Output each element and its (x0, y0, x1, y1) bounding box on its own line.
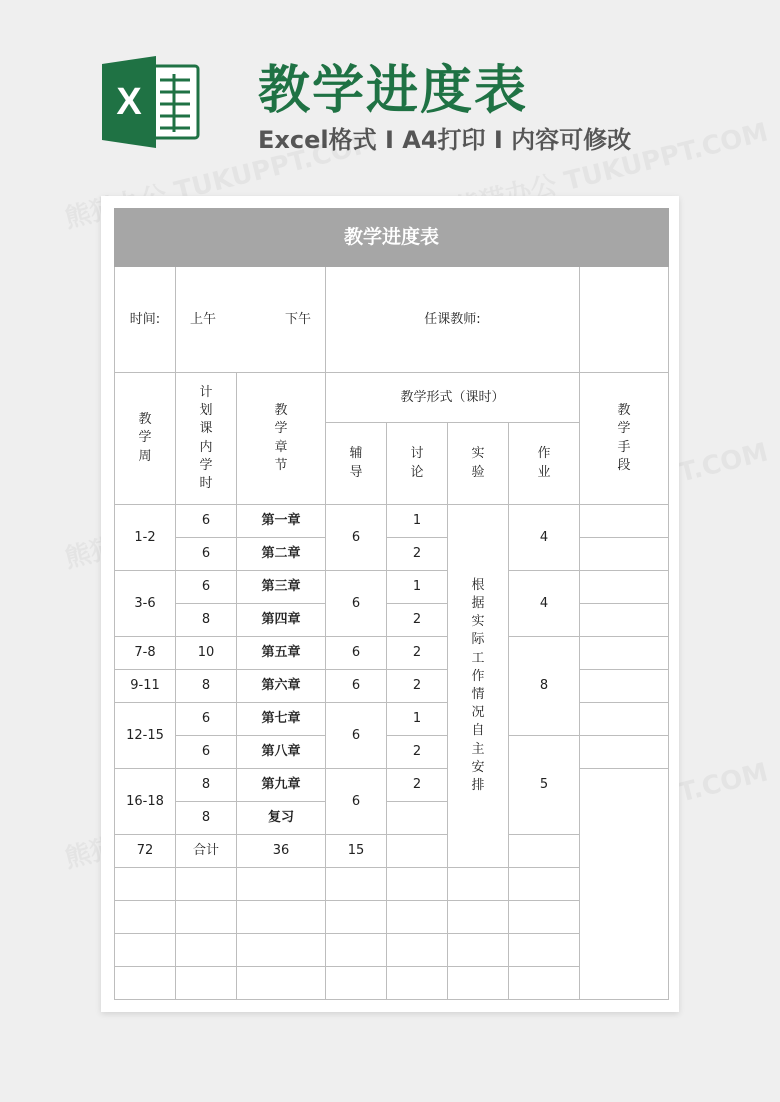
discussion-cell[interactable]: 1 (387, 703, 448, 736)
method-cell[interactable] (580, 538, 669, 571)
empty-cell[interactable] (115, 934, 176, 967)
header-experiment: 实验 (448, 423, 509, 505)
empty-cell[interactable] (176, 967, 237, 1000)
chapter-cell[interactable]: 第一章 (237, 505, 326, 538)
method-cell[interactable] (580, 703, 669, 736)
hours-cell[interactable]: 6 (176, 571, 237, 604)
method-cell[interactable] (580, 637, 669, 670)
svg-text:X: X (116, 81, 142, 123)
week-cell[interactable]: 9-11 (115, 670, 176, 703)
header-homework: 作业 (509, 423, 580, 505)
empty-cell[interactable] (176, 901, 237, 934)
header-form-group: 教学形式（课时） (326, 373, 580, 423)
discussion-cell[interactable]: 2 (387, 538, 448, 571)
header-chapter: 教学章节 (237, 373, 326, 505)
empty-cell[interactable] (509, 934, 580, 967)
hours-cell[interactable]: 8 (176, 769, 237, 802)
method-cell[interactable] (580, 571, 669, 604)
discussion-cell[interactable]: 2 (387, 736, 448, 769)
week-cell[interactable]: 1-2 (115, 505, 176, 571)
time-label: 时间: (115, 267, 176, 373)
method-cell[interactable] (580, 736, 669, 769)
empty-cell[interactable] (237, 901, 326, 934)
header-tutoring: 辅导 (326, 423, 387, 505)
empty-cell[interactable] (326, 934, 387, 967)
empty-cell[interactable] (176, 934, 237, 967)
hours-cell[interactable]: 6 (176, 736, 237, 769)
week-cell[interactable]: 16-18 (115, 769, 176, 835)
week-cell[interactable]: 7-8 (115, 637, 176, 670)
empty-cell[interactable] (237, 868, 326, 901)
chapter-cell[interactable]: 第五章 (237, 637, 326, 670)
chapter-cell[interactable]: 第六章 (237, 670, 326, 703)
header-discussion: 讨论 (387, 423, 448, 505)
tutoring-cell[interactable]: 6 (326, 769, 387, 835)
total-chapter-cell[interactable]: 36 (237, 835, 326, 868)
discussion-cell[interactable]: 1 (387, 571, 448, 604)
method-cell[interactable] (580, 604, 669, 637)
empty-cell[interactable] (326, 967, 387, 1000)
empty-cell[interactable] (115, 967, 176, 1000)
chapter-cell[interactable]: 第七章 (237, 703, 326, 736)
hours-cell[interactable]: 8 (176, 604, 237, 637)
empty-cell[interactable] (448, 967, 509, 1000)
homework-cell[interactable]: 4 (509, 571, 580, 637)
discussion-cell[interactable]: 2 (387, 604, 448, 637)
total-tutoring-cell[interactable]: 15 (326, 835, 387, 868)
teacher-label[interactable]: 任课教师: (326, 267, 580, 373)
homework-cell[interactable]: 4 (509, 505, 580, 571)
empty-cell[interactable] (237, 967, 326, 1000)
empty-cell[interactable] (448, 934, 509, 967)
chapter-cell[interactable]: 第九章 (237, 769, 326, 802)
empty-cell[interactable] (509, 967, 580, 1000)
empty-cell[interactable] (237, 934, 326, 967)
hours-cell[interactable]: 8 (176, 670, 237, 703)
page-title: 教学进度表 (258, 61, 529, 121)
method-cell[interactable] (580, 505, 669, 538)
discussion-cell[interactable] (387, 802, 448, 835)
time-cell[interactable] (176, 267, 326, 373)
chapter-cell[interactable]: 第二章 (237, 538, 326, 571)
empty-cell[interactable] (326, 901, 387, 934)
empty-cell[interactable] (115, 901, 176, 934)
empty-cell[interactable] (509, 868, 580, 901)
hours-cell[interactable]: 8 (176, 802, 237, 835)
page-subtitle: Excel格式 I A4打印 I 内容可修改 (258, 126, 632, 154)
discussion-cell[interactable]: 1 (387, 505, 448, 538)
morning-label: 上午 (190, 311, 217, 327)
teacher-extra-cell[interactable] (580, 267, 669, 373)
discussion-cell[interactable]: 2 (387, 769, 448, 802)
empty-cell[interactable] (387, 934, 448, 967)
week-cell[interactable]: 12-15 (115, 703, 176, 769)
header-planned-hours: 计划课内学时 (176, 373, 237, 505)
chapter-cell[interactable]: 第四章 (237, 604, 326, 637)
hours-cell[interactable]: 6 (176, 703, 237, 736)
tutoring-cell[interactable]: 6 (326, 637, 387, 670)
afternoon-label: 下午 (284, 311, 311, 327)
tutoring-cell[interactable]: 6 (326, 703, 387, 769)
discussion-cell[interactable]: 2 (387, 670, 448, 703)
empty-cell[interactable] (448, 901, 509, 934)
method-cell-merged[interactable] (580, 769, 669, 1000)
week-cell[interactable]: 3-6 (115, 571, 176, 637)
excel-logo-icon (102, 56, 200, 148)
homework-cell[interactable]: 5 (509, 736, 580, 835)
tutoring-cell[interactable]: 6 (326, 505, 387, 571)
total-homework-cell[interactable] (509, 835, 580, 868)
sheet-title: 教学进度表 (115, 209, 669, 267)
method-cell[interactable] (580, 670, 669, 703)
hours-cell[interactable]: 10 (176, 637, 237, 670)
hours-cell[interactable]: 6 (176, 538, 237, 571)
tutoring-cell[interactable]: 6 (326, 670, 387, 703)
empty-cell[interactable] (387, 868, 448, 901)
total-discussion-cell[interactable] (387, 835, 448, 868)
experiment-note[interactable]: 根据实际工作情况自主安排 (448, 505, 509, 868)
discussion-cell[interactable]: 2 (387, 637, 448, 670)
empty-cell[interactable] (115, 868, 176, 901)
homework-cell[interactable]: 8 (509, 637, 580, 736)
total-label: 合计 (176, 835, 237, 868)
total-week-cell[interactable]: 72 (115, 835, 176, 868)
hours-cell[interactable]: 6 (176, 505, 237, 538)
header-method: 教学手段 (580, 373, 669, 505)
empty-cell[interactable] (448, 868, 509, 901)
chapter-cell[interactable]: 复习 (237, 802, 326, 835)
progress-table (114, 208, 669, 1000)
empty-cell[interactable] (326, 868, 387, 901)
header-week: 教学周 (115, 373, 176, 505)
empty-cell[interactable] (387, 901, 448, 934)
tutoring-cell[interactable]: 6 (326, 571, 387, 637)
empty-cell[interactable] (387, 967, 448, 1000)
chapter-cell[interactable]: 第三章 (237, 571, 326, 604)
empty-cell[interactable] (509, 901, 580, 934)
chapter-cell[interactable]: 第八章 (237, 736, 326, 769)
empty-cell[interactable] (176, 868, 237, 901)
